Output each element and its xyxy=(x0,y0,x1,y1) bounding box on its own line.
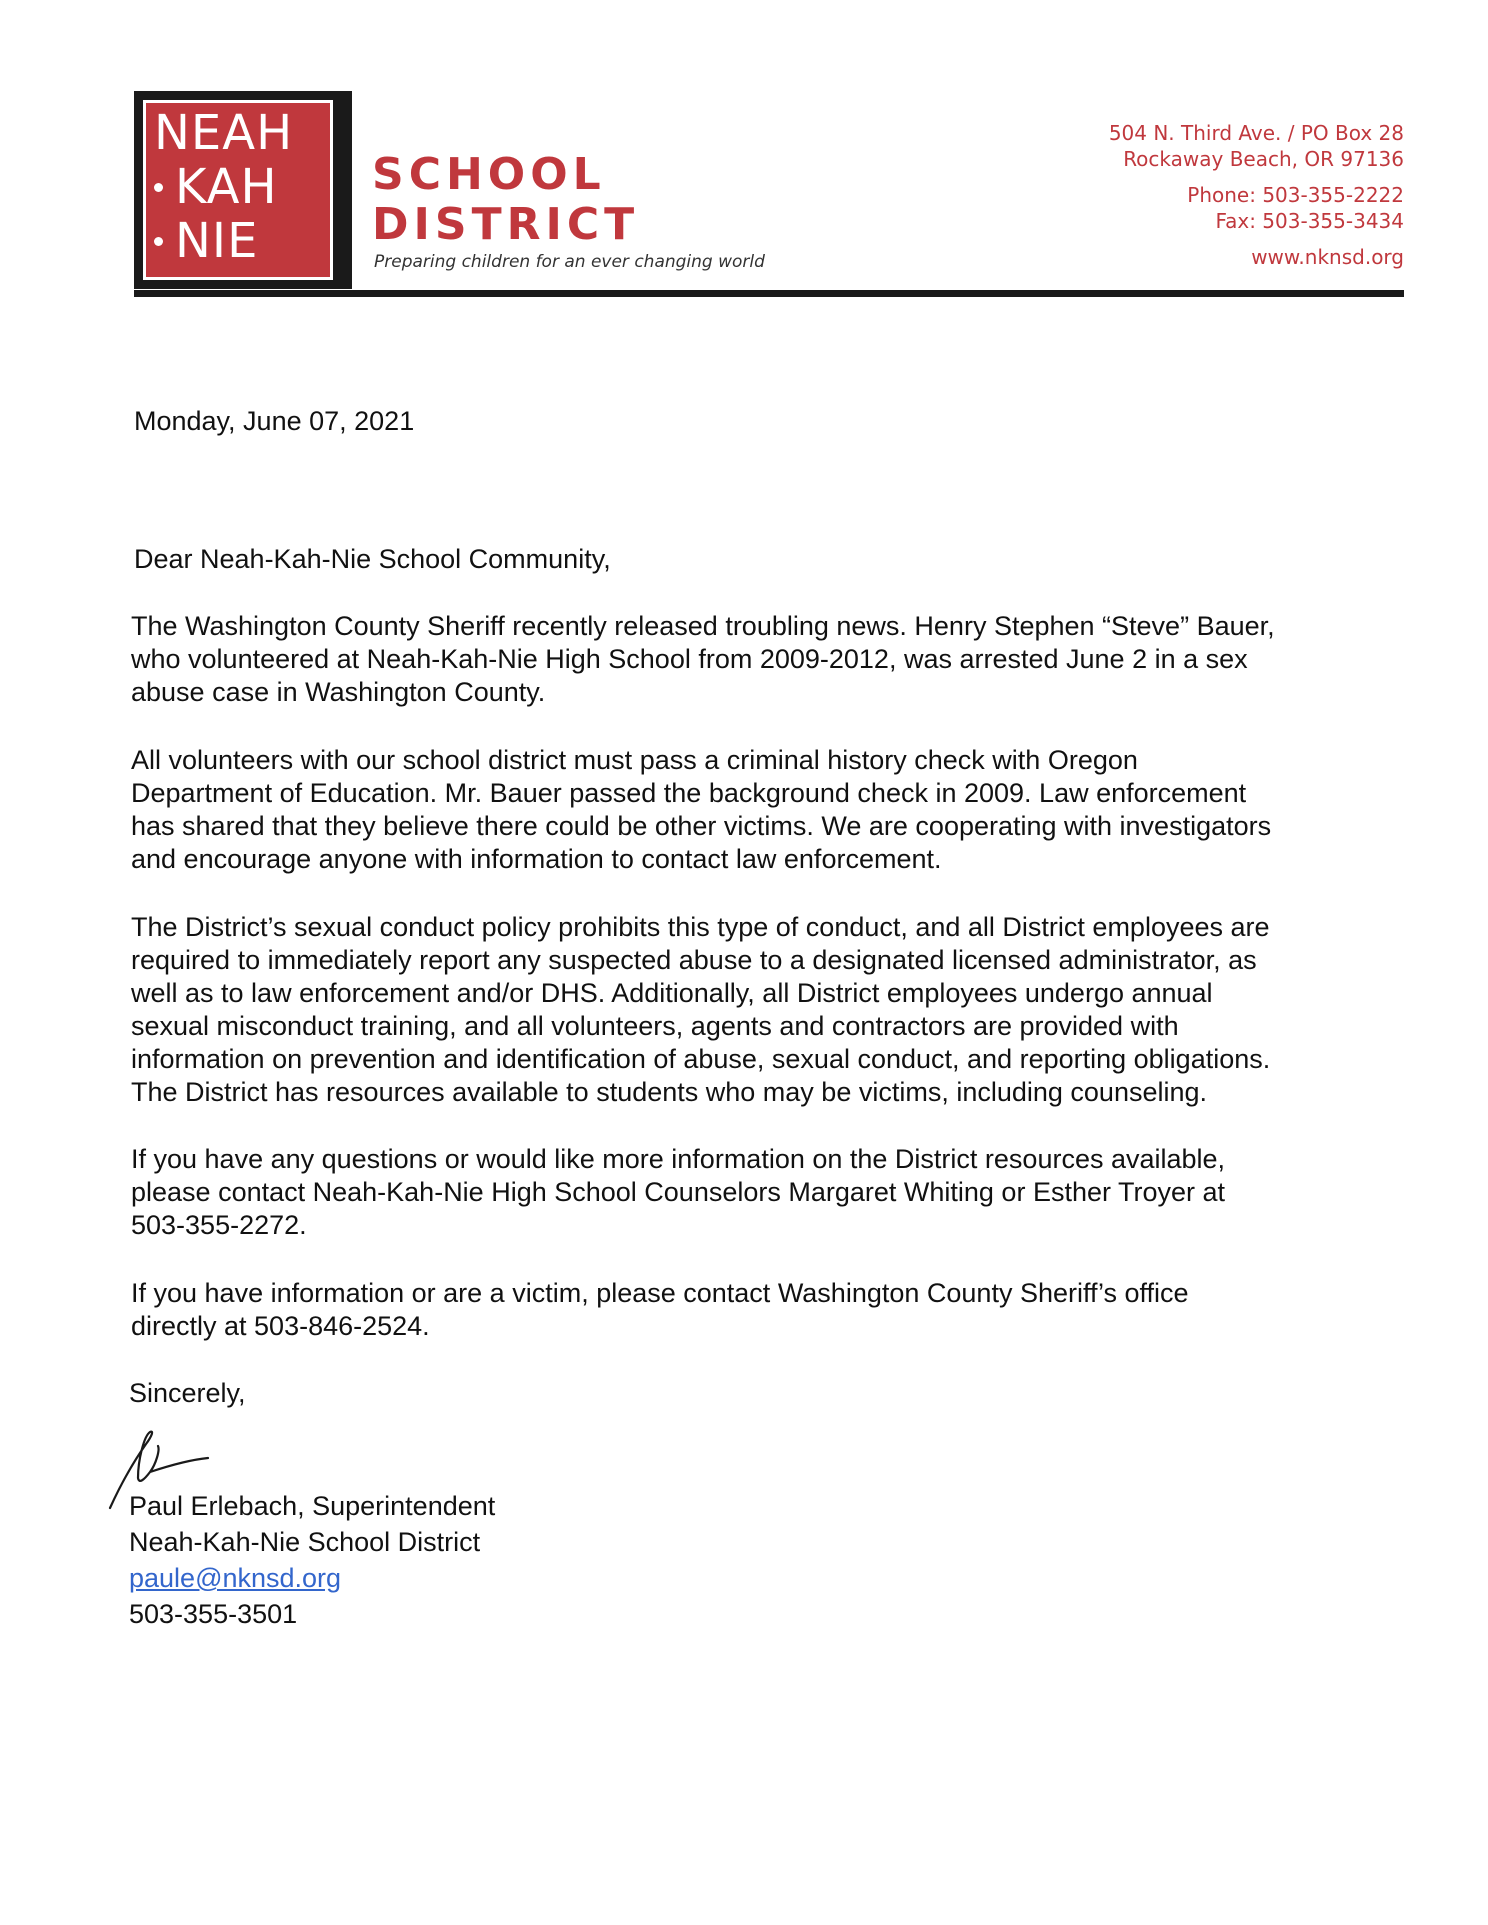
district-logo xyxy=(134,91,352,289)
paragraph-2 xyxy=(131,744,1391,876)
paragraph-line: The Washington County Sheriff recently released troubling news. Henry Stephen “Steve” Bauer, xyxy=(131,611,1275,641)
paragraph-line: If you have any questions or would like more information on the District resources available, xyxy=(131,1144,1226,1174)
header-divider xyxy=(134,290,1404,297)
letter-date: Monday, June 07, 2021 xyxy=(134,406,415,436)
paragraph-line: required to immediately report any suspected abuse to a designated licensed administrator, as xyxy=(131,945,1257,975)
paragraph-line: sexual misconduct training, and all volunteers, agents and contractors are provided with xyxy=(131,1011,1179,1041)
paragraph-1 xyxy=(131,610,1391,709)
logo-line-1: NEAH xyxy=(154,105,294,161)
paragraph-line: please contact Neah-Kah-Nie High School Counselors Margaret Whiting or Esther Troyer at xyxy=(131,1177,1226,1207)
logo-dot-icon xyxy=(154,183,163,192)
paragraph-line: All volunteers with our school district must pass a criminal history check with Oregon xyxy=(131,745,1138,775)
closing: Sincerely, xyxy=(129,1378,246,1408)
logo-line-3: NIE xyxy=(154,215,338,267)
logo-badge xyxy=(143,100,333,280)
tagline: Preparing children for an ever changing world xyxy=(374,252,765,272)
paragraph-line: information on prevention and identification of abuse, sexual conduct, and reporting obligations. xyxy=(131,1044,1271,1074)
logo-dot-icon xyxy=(154,237,163,246)
paragraph-3 xyxy=(131,911,1391,1109)
paragraph-line: abuse case in Washington County. xyxy=(131,677,546,707)
contact-block xyxy=(1109,120,1404,270)
paragraph-5 xyxy=(131,1277,1391,1343)
paragraph-line: has shared that they believe there could be other victims. We are cooperating with investigators xyxy=(131,811,1272,841)
paragraph-line: The District has resources available to students who may be victims, including counseling. xyxy=(131,1077,1208,1107)
signer-organization: Neah-Kah-Nie School District xyxy=(129,1527,481,1557)
district-name-line-2: DISTRICT xyxy=(372,199,640,250)
signer-phone: 503-355-3501 xyxy=(129,1599,298,1629)
paragraph-line: well as to law enforcement and/or DHS. Additionally, all District employees undergo annual xyxy=(131,978,1213,1008)
paragraph-4 xyxy=(131,1143,1391,1242)
salutation: Dear Neah-Kah-Nie School Community, xyxy=(134,544,611,574)
website-link[interactable]: www.nknsd.org xyxy=(1251,245,1404,269)
signer-email-link[interactable]: paule@nknsd.org xyxy=(129,1563,342,1593)
paragraph-line: The District’s sexual conduct policy prohibits this type of conduct, and all District employees are xyxy=(131,912,1270,942)
paragraph-line: If you have information or are a victim, please contact Washington County Sheriff’s office xyxy=(131,1278,1189,1308)
fax-number: Fax: 503-355-3434 xyxy=(1215,209,1404,233)
district-name-line-1: SCHOOL xyxy=(372,149,606,200)
phone-number: Phone: 503-355-2222 xyxy=(1187,183,1404,207)
paragraph-line: and encourage anyone with information to contact law enforcement. xyxy=(131,844,942,874)
paragraph-line: 503-355-2272. xyxy=(131,1210,307,1240)
district-name xyxy=(372,150,639,250)
signer-name-title: Paul Erlebach, Superintendent xyxy=(129,1491,496,1521)
address-line-2: Rockaway Beach, OR 97136 xyxy=(1123,147,1404,171)
paragraph-line: who volunteered at Neah-Kah-Nie High School from 2009-2012, was arrested June 2 in a sex xyxy=(131,644,1248,674)
signature-block xyxy=(129,1488,495,1632)
address-line-1: 504 N. Third Ave. / PO Box 28 xyxy=(1108,121,1404,145)
paragraph-line: directly at 503-846-2524. xyxy=(131,1311,430,1341)
paragraph-line: Department of Education. Mr. Bauer passed the background check in 2009. Law enforcement xyxy=(131,778,1247,808)
logo-line-2: KAH xyxy=(154,161,338,213)
